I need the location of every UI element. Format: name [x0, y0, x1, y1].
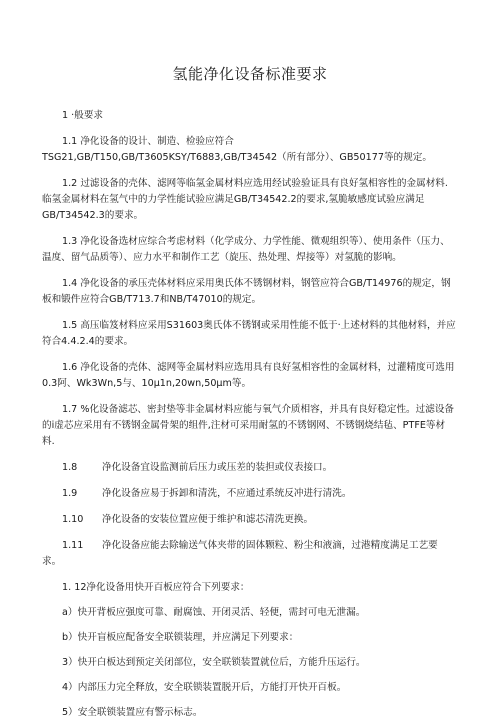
section-text: 过滤设备的壳体、滤网等临氢金属材料应选用经试验验证具有良好氢相容性的金属材料.临氢金属材料在氢气中的力学性能试验应满足GB/T34542.2的要求,氢脆敏感度试验应满足GB/T34542.3的要求。 [42, 178, 448, 221]
section-number: 1.9 [62, 488, 78, 499]
section-text: 净化设备的承压壳体材料应采用奥氏体不锈钢材料，钢管应符合GB/T14976的规定，钢板和锻件应符合GB/T713.7和NB/T47010的规定。 [42, 278, 451, 305]
section-number: 1.1 [62, 136, 78, 147]
section-number: 1. [62, 582, 72, 593]
section-1-10 [42, 512, 456, 528]
section-text: 净化设备的安装位置应便于维护和滤芯清洗更换。 [102, 514, 314, 525]
section-number: 1 [62, 110, 69, 121]
list-item-b: b）快开盲板应配备安全联锁装理，并应满足下列要求： [62, 632, 299, 643]
section-1-11 [42, 538, 456, 570]
section-text: 净化设备宜设监测前后压力或压差的装担或仪表接口。 [102, 462, 333, 473]
section-1 [42, 108, 456, 124]
list-item-3: 3）快开白板达到预定关闭部位，安全联锁装置就位后，方能升压运行。 [62, 657, 366, 668]
section-1-3 [42, 234, 456, 266]
section-number: 1.11 [62, 540, 84, 551]
section-1-6 [42, 360, 456, 392]
section-text: 高压临笈材料应采用S31603奥氏体不锈钢或采用性能不低于·上述材料的其他材料，并应符合4.4.2.4的要求。 [42, 320, 456, 347]
section-number: 1.6 [62, 362, 78, 373]
section-number: 1.8 [62, 462, 78, 473]
section-text: %化设备滤芯、密封垫等非金属材料应能与氧气介质相容，并具有良好稳定性。过滤设备的i虚芯应采用有不锈钢金属骨架的组件,注材可采用耐氢的不锈钢网、不锈钢烧结毡、PTFE等材料. [42, 404, 455, 447]
section-1-7 [42, 402, 456, 450]
section-1-12 [42, 580, 456, 596]
document-body [42, 108, 456, 721]
section-number: 1.3 [62, 236, 78, 247]
section-text: 12净化设备用快开百板应符合下列要求： [74, 582, 250, 593]
document-title: 氢能净化设备标准要求 [172, 65, 328, 83]
section-1-2 [42, 176, 456, 224]
section-number: 1.2 [62, 178, 78, 189]
section-text: 净化设备应能去除输送气体夹带的固体颗粒、粉尘和液滴，过港精度满足工艺要求。 [42, 540, 438, 567]
section-number: 1.4 [62, 278, 78, 289]
section-number: 1.5 [62, 320, 78, 331]
section-text: 净化设备应易于拆卸和清洗，不应通过系统反冲进行清洗。 [102, 488, 352, 499]
list-item-5: 5）安全联锁装置应有警示标志。 [62, 707, 203, 718]
section-1-9 [42, 486, 456, 502]
section-text: 净化设备的设计、制造、检验应符合TSG21,GB/T150,GB/T3605KSY/T6883,GB/T34542（所有部分）、GB50177等的规定。 [42, 136, 432, 163]
section-number: 1.7 [62, 404, 78, 415]
section-text: 净化设备的壳体、滤网等金属材料应选用具有良好氢相容性的金属材料，过灌精度可选用0.3阿、Wk3Wn,5与、10μ1n,20wn,50μm等。 [42, 362, 455, 389]
section-number: 1.10 [62, 514, 84, 525]
section-text: 净化设备选材应综合考虑材料（化学成分、力学性能、微观组织等）、使用条件（压力、温度、留气品质等）、应力水平和制作工艺（旋压、热处理、焊接等）对氢脆的影响。 [42, 236, 450, 263]
section-1-8 [42, 460, 456, 476]
section-1-1 [42, 134, 456, 166]
list-item-4: 4）内部压力完全释放，安全联锁装置脱开后，方能打开快开百板。 [62, 682, 347, 693]
list-item-a: a）快开背板应强度可靠、耐腐蚀、开闭灵活、轻便，需封可电无泄漏。 [62, 607, 366, 618]
section-text: ·般要求 [71, 110, 104, 121]
section-1-4 [42, 276, 456, 308]
section-1-5 [42, 318, 456, 350]
